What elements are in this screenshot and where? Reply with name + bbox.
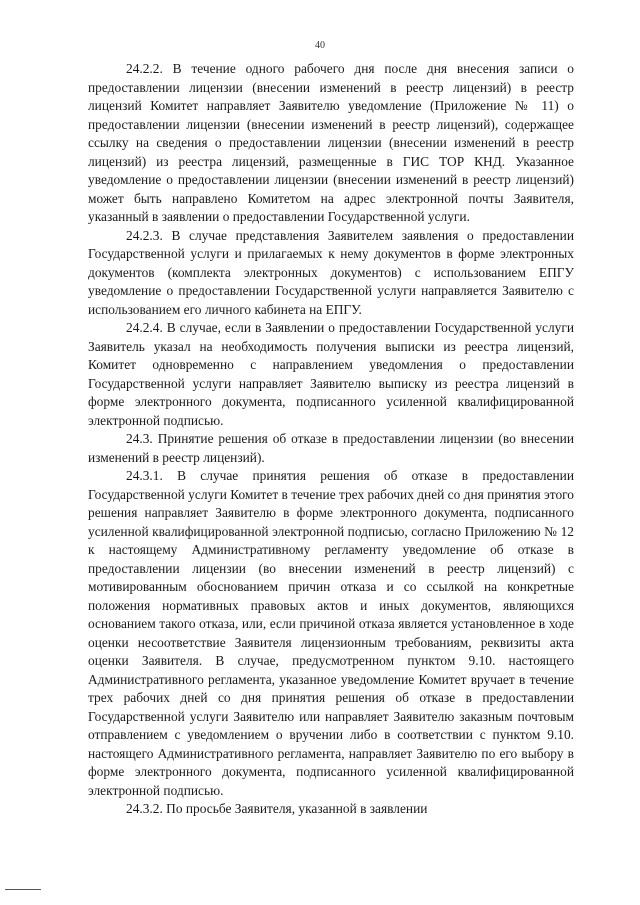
paragraph-24-3-2: 24.3.2. По просьбе Заявителя, указанной в заявлении — [126, 801, 428, 816]
footer-divider — [5, 889, 41, 890]
page-number: 40 — [315, 40, 325, 51]
document-body — [88, 60, 574, 819]
paragraph-24-2-3: 24.2.3. В случае представления Заявителем заявления о предоставлении Государственной услуги и прилагаемых к нему документов в форме электронных документов (комплекта электронных документов) с использованием ЕПГУ уведомление о предоставлении Государственной услуги направляется Заявителю с использованием его личного кабинета на ЕПГУ. — [88, 227, 574, 317]
paragraph-24-2-2: 24.2.2. В течение одного рабочего дня после дня внесения записи о предоставлении лицензии (внесении изменений в реестр лицензий) в реестр лицензий Комитет направляет Заявителю уведомление (Приложение № 11) о предоставлении лицензии (внесении изменений в реестр лицензий), содержащее ссылку на сведения о предоставлении лицензии (внесении изменений в реестр лицензий) из реестра лицензий, размещенные в ГИС ТОР КНД. Указанное уведомление о предоставлении лицензии (внесении изменений в реестр лицензий) может быть направлено Комитетом на адрес электронной почты Заявителя, указанный в заявлении о предоставлении Государственной услуги. — [88, 61, 574, 224]
paragraph-24-3: 24.3. Принятие решения об отказе в предоставлении лицензии (во внесении изменений в реестр лицензий). — [88, 431, 574, 465]
paragraph-24-3-1: 24.3.1. В случае принятия решения об отказе в предоставлении Государственной услуги Комитет в течение трех рабочих дней со дня принятия этого решения направляет Заявителю в форме электронного документа, подписанного усиленной квалифицированной электронной подписью, согласно Приложению № 12 к настоящему Административному регламенту уведомление об отказе в предоставлении лицензии (во внесении изменений в реестр лицензий) с мотивированным обоснованием причин отказа и со ссылкой на конкретные положения нормативных правовых актов и иных документов, являющихся основанием такого отказа, или, если причиной отказа является установленное в ходе оценки несоответствие Заявителя лицензионным требованиям, реквизиты акта оценки Заявителя. В случае, предусмотренном пунктом 9.10. настоящего Административного регламента, указанное уведомление Комитет вручает в течение трех рабочих дней со дня принятия решения об отказе в предоставлении Государственной услуги Заявителю или направляет Заявителю заказным почтовым отправлением с уведомлением о вручении либо в соответствии с пунктом 9.10. настоящего Административного регламента, направляет Заявителю по его выбору в форме электронного документа, подписанного усиленной квалифицированной электронной подписью. — [88, 468, 575, 798]
paragraph-24-2-4: 24.2.4. В случае, если в Заявлении о предоставлении Государственной услуги Заявитель указал на необходимость получения выписки из реестра лицензий, Комитет одновременно с направлением уведомления о предоставлении Государственной услуги направляет Заявителю выписку из реестра лицензий в форме электронного документа, подписанного усиленной квалифицированной электронной подписью. — [88, 320, 574, 428]
